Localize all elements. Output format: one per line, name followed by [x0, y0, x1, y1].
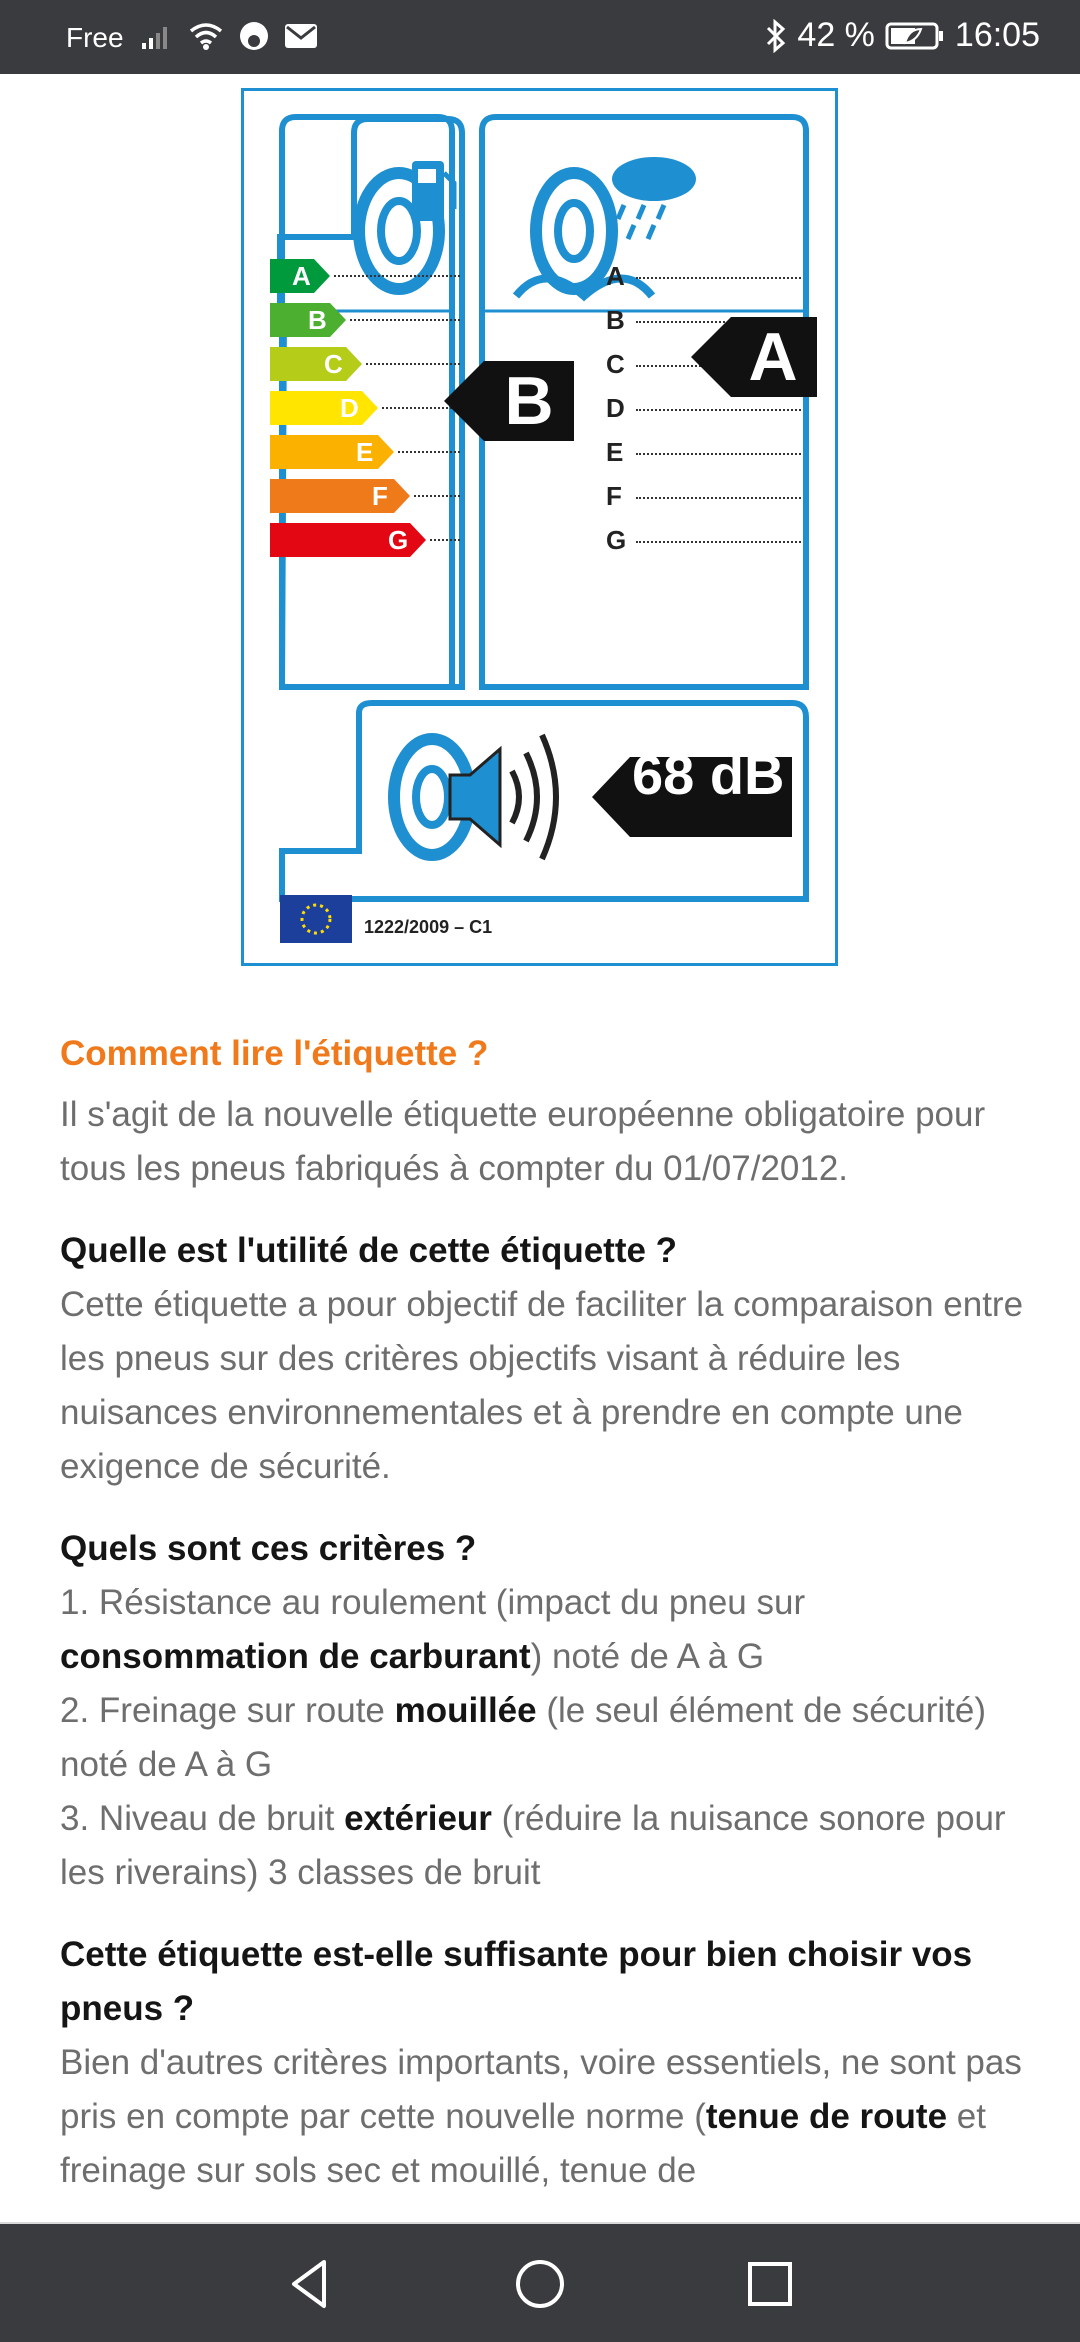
- speaker-icon: [450, 735, 556, 859]
- clock: 16:05: [954, 16, 1040, 54]
- fuel-grade-row: [270, 303, 450, 337]
- status-bar: [0, 0, 1080, 74]
- fuel-grade-row: [270, 347, 450, 381]
- rain-cloud-icon: [612, 157, 696, 239]
- fuel-grade-bar: [270, 479, 410, 513]
- wifi-icon: [188, 21, 224, 51]
- answer-sufficient: Bien d'autres critères importants, voire essentiels, ne sont pas pris en compte par cette nouvelle norme (tenue de route et freinage sur sols sec et mouillé, tenue de: [60, 2043, 1022, 2190]
- home-button[interactable]: [510, 2254, 570, 2314]
- wet-grade-row: [606, 259, 806, 293]
- status-icons: [140, 20, 318, 52]
- fuel-grade-dotted-line: [414, 495, 460, 497]
- wet-grade-row: [606, 435, 806, 469]
- wet-grade-dotted-line: [636, 453, 801, 455]
- fuel-grade-dotted-line: [334, 275, 460, 277]
- criterion-3: 3. Niveau de bruit extérieur (réduire la nuisance sonore pour les riverains) 3 classes de bruit: [60, 1799, 1006, 1892]
- mail-icon: [284, 22, 318, 50]
- fuel-grade-bar: [270, 391, 378, 425]
- fuel-grade-row: [270, 259, 450, 293]
- recents-button[interactable]: [740, 2254, 800, 2314]
- regulation-code: 1222/2009 – C1: [364, 917, 493, 937]
- fuel-grade-letter: B: [308, 305, 327, 335]
- signal-icon: [140, 21, 174, 51]
- wet-grade-dotted-line: [636, 541, 801, 543]
- section-heading: Comment lire l'étiquette ?: [60, 1034, 489, 1073]
- intro-paragraph: Il s'agit de la nouvelle étiquette européenne obligatoire pour tous les pneus fabriqués à compter du 01/07/2012.: [60, 1095, 986, 1188]
- eu-tire-label: [241, 88, 838, 966]
- fuel-grade-row: [270, 523, 450, 557]
- fuel-grade-bar: [270, 435, 394, 469]
- fuel-grade-row: [270, 479, 450, 513]
- wet-rating-badge: [691, 317, 817, 397]
- wet-grade-letter: A: [606, 261, 625, 291]
- fuel-grade-letter: F: [372, 481, 388, 511]
- wet-grade-letter: F: [606, 481, 622, 511]
- fuel-grade-row: [270, 391, 450, 425]
- fuel-rating-letter: B: [504, 363, 554, 439]
- fuel-pump-icon: [412, 161, 454, 221]
- wet-grade-letter: G: [606, 525, 627, 555]
- wet-grade-letter: C: [606, 349, 625, 379]
- status-right: [765, 16, 1040, 55]
- criterion-1: 1. Résistance au roulement (impact du pneu sur consommation de carburant) noté de A à G: [60, 1583, 806, 1676]
- fuel-grade-letter: D: [340, 393, 359, 423]
- bluetooth-icon: [765, 19, 787, 53]
- wet-rating-letter: A: [748, 319, 798, 395]
- back-button[interactable]: [280, 2254, 340, 2314]
- wet-grade-letter: D: [606, 393, 625, 423]
- article: [60, 1020, 1030, 2198]
- wet-grade-dotted-line: [636, 277, 801, 279]
- notification-dot-icon: [238, 20, 270, 52]
- battery-percent: 42 %: [797, 16, 875, 54]
- fuel-grade-dotted-line: [398, 451, 460, 453]
- question-utility: Quelle est l'utilité de cette étiquette ?: [60, 1231, 678, 1270]
- fuel-grade-bar: [270, 347, 362, 381]
- question-sufficient: Cette étiquette est-elle suffisante pour bien choisir vos pneus ?: [60, 1935, 973, 2028]
- fuel-grade-row: [270, 435, 450, 469]
- fuel-grade-letter: G: [388, 525, 409, 555]
- eu-flag-icon: [280, 895, 352, 943]
- fuel-grade-letter: A: [292, 261, 311, 291]
- battery-icon: [885, 21, 945, 51]
- fuel-grade-letter: C: [324, 349, 343, 379]
- carrier-name: Free: [66, 22, 124, 53]
- navigation-bar: [0, 2222, 1080, 2342]
- wet-grade-row: [606, 523, 806, 557]
- fuel-grade-dotted-line: [430, 539, 460, 541]
- noise-value: 68 dB: [632, 743, 785, 806]
- fuel-rating-badge: [444, 361, 574, 441]
- wet-grade-dotted-line: [636, 497, 801, 499]
- answer-utility: Cette étiquette a pour objectif de faciliter la comparaison entre les pneus sur des critères objectifs visant à réduire les nuisances environnementales et à prendre en compte une exigence de sécurité.: [60, 1285, 1024, 1486]
- criterion-2: 2. Freinage sur route mouillée (le seul élément de sécurité) noté de A à G: [60, 1691, 986, 1784]
- wet-grade-letter: B: [606, 305, 625, 335]
- wet-grade-dotted-line: [636, 409, 801, 411]
- wet-grade-letter: E: [606, 437, 624, 467]
- question-criteria: Quels sont ces critères ?: [60, 1529, 477, 1568]
- fuel-grade-letter: E: [356, 437, 374, 467]
- wet-grade-row: [606, 479, 806, 513]
- fuel-grade-dotted-line: [350, 319, 460, 321]
